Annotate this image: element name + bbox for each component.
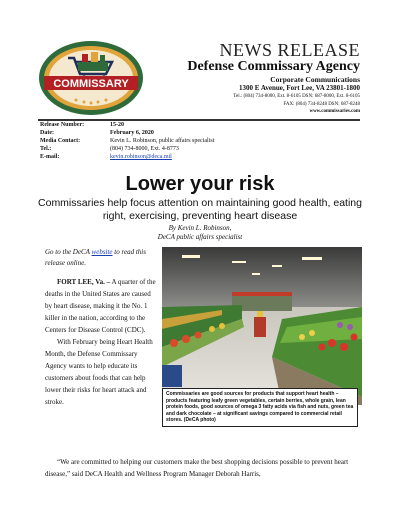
- dateline: FORT LEE, Va. –: [57, 278, 111, 286]
- headline: Lower your risk: [125, 173, 275, 195]
- meta-label: Tel.:: [40, 146, 52, 152]
- paragraph-1: [45, 276, 159, 336]
- byline-author: By Kevin L. Robinson,: [168, 224, 232, 232]
- meta-media-contact: [40, 137, 350, 145]
- meta-email: [40, 153, 350, 161]
- website-note-before: Go to the DeCA: [45, 248, 92, 256]
- agency-telephone: Tel.: (804) 734-8000, Ext. 8-6105 DSN: 687-8000, Ext. 8-6105: [233, 94, 360, 99]
- store-aisle-photo: [162, 247, 362, 405]
- website-note-after: to read this release online.: [45, 248, 146, 267]
- meta-value: Kevin L. Robinson, public affairs specialist: [110, 138, 215, 144]
- subheadline: Commissaries help focus attention on maintaining good health, eating right, exercising, preventing heart disease: [38, 197, 362, 222]
- email-link[interactable]: kevin.robinson@deca.mil: [110, 154, 172, 160]
- meta-value: 15-20: [110, 122, 124, 128]
- website-link[interactable]: website: [91, 248, 113, 256]
- agency-name: Defense Commissary Agency: [187, 59, 360, 74]
- agency-website[interactable]: www.commissaries.com: [309, 109, 360, 114]
- paragraph-1-text: A quarter of the deaths in the United States are caused by heart disease, making it the No. 1 killer in the nation, according to the Centers for Disease Control (CDC).: [45, 278, 156, 334]
- paragraph-2: With February being Heart Health Month, the Defense Commissary Agency wants to help educate its customers about foods that can help lower their risks for heart attack and stroke.: [45, 338, 153, 406]
- byline-role: DeCA public affairs specialist: [157, 233, 243, 241]
- meta-label: Media Contact:: [40, 138, 81, 144]
- website-note: [45, 247, 155, 269]
- meta-label: Release Number:: [40, 122, 85, 128]
- commissary-logo: [38, 40, 144, 116]
- agency-fax: FAX: (804) 734-8248 DSN: 687-8248: [283, 102, 360, 107]
- meta-value: (804) 734-8000, Ext. 4-8773: [110, 146, 179, 152]
- article-body: [45, 276, 159, 408]
- news-release-title: NEWS RELEASE: [219, 40, 360, 60]
- meta-release-number: [40, 121, 350, 129]
- meta-label: Date:: [40, 130, 54, 136]
- department-name: Corporate Communications: [270, 75, 360, 84]
- logo-text: COMMISSARY: [53, 78, 129, 90]
- agency-address: 1300 E Avenue, Fort Lee, VA 23801-1800: [239, 84, 360, 92]
- meta-telephone: [40, 145, 350, 153]
- meta-date: [40, 129, 350, 137]
- photo-caption: Commissaries are good sources for products that support heart health – products featuring leafy green vegetables, certain berries, whole grain, lean protein foods, good sources of omega 3 fatty acids via fish and nuts, green tea and dark chocolate – at significant savings compared to commercial retail stores. (DeCA photo): [162, 388, 358, 427]
- meta-label: E-mail:: [40, 154, 60, 160]
- byline: [38, 224, 362, 242]
- meta-value: February 6, 2020: [110, 130, 154, 136]
- quote-paragraph: “We are committed to helping our customers make the best shopping decisions possible to prevent heart disease,” said DeCA Health and Wellness Program Manager Deborah Harris,: [45, 458, 349, 478]
